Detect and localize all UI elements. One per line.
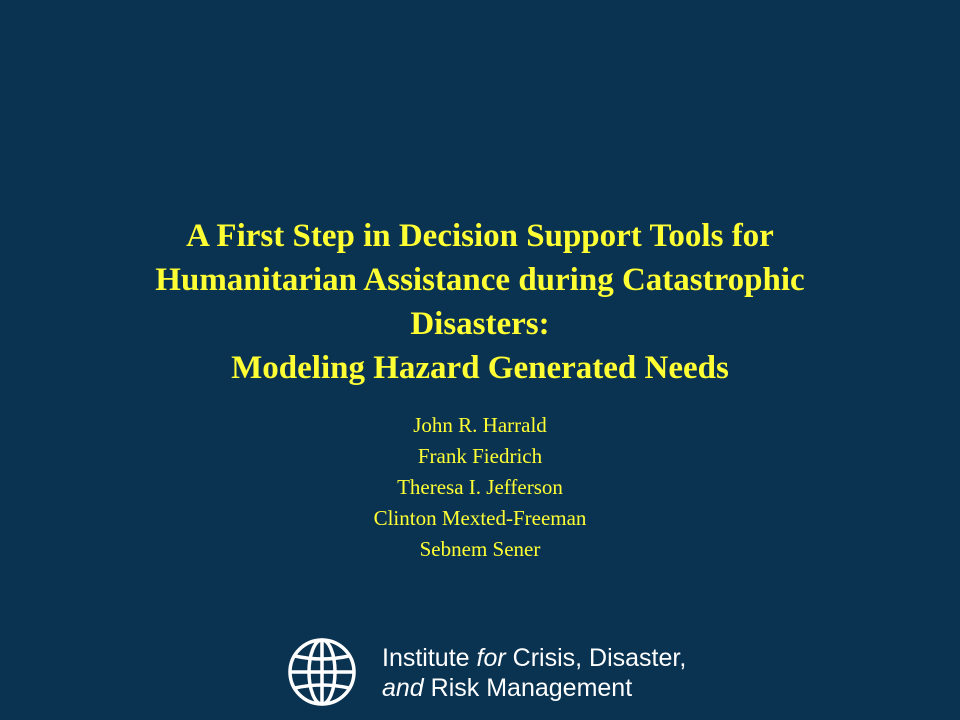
title-line-2: Humanitarian Assistance during Catastrophic	[155, 262, 805, 298]
globe-icon	[286, 636, 358, 708]
title-line-3: Disasters:	[410, 306, 550, 342]
title-line-1: A First Step in Decision Support Tools for	[186, 218, 774, 254]
author-name: Frank Fiedrich	[417, 444, 543, 468]
institute-name-line-2: and Risk Management	[382, 674, 633, 702]
author-name: Clinton Mexted-Freeman	[373, 506, 587, 530]
institute-logo	[282, 636, 687, 708]
slide-title	[60, 214, 900, 390]
institute-name-line-1: Institute for Crisis, Disaster,	[382, 644, 687, 672]
author-name: John R. Harrald	[413, 413, 547, 437]
institute-name	[382, 643, 686, 703]
author-name: Theresa I. Jefferson	[397, 475, 563, 499]
author-list	[180, 410, 780, 565]
author-name: Sebnem Sener	[419, 537, 541, 561]
title-line-4: Modeling Hazard Generated Needs	[231, 350, 729, 386]
